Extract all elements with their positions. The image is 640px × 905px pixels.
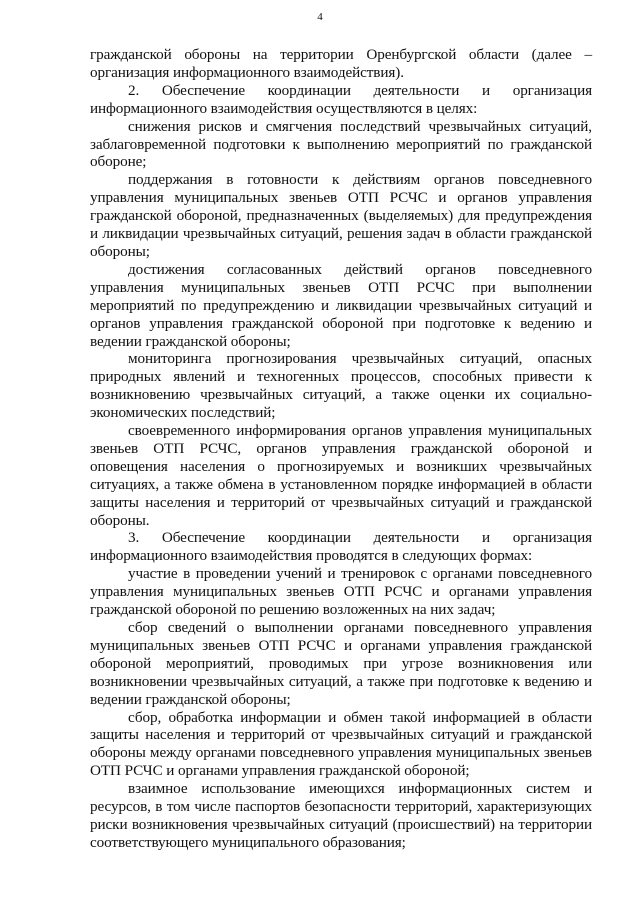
paragraph-item-2: 2. Обеспечение координации деятельности и организация информационного взаимодействия осуществляются в целях: [90,81,592,117]
paragraph-form-information-exchange: сбор, обработка информации и обмен такой информацией в области защиты населения и территорий от чрезвычайных ситуаций и гражданской обороны между органами повседневного управления муниципальных звеньев ОТП РСЧС и органами управления гражданской обороной; [90,708,592,780]
paragraph-form-data-collection: сбор сведений о выполнении органами повседневного управления муниципальных звеньев ОТП РСЧС и органами управления гражданской обороной мероприятий, проводимых при угрозе возникновения или возникновении чрезвычайных ситуаций, а также при подготовке к ведению и ведении гражданской обороны; [90,619,592,708]
paragraph-continuation: гражданской обороны на территории Оренбургской области (далее – организация информационного взаимодействия). [90,46,592,81]
paragraph-form-information-systems: взаимное использование имеющихся информационных систем и ресурсов, в том числе паспортов безопасности территорий, характеризующих риски возникновения чрезвычайных ситуаций (происшествий) на территории соответствующего муниципального образования; [90,780,592,851]
page-number: 4 [317,11,323,23]
paragraph-goal-risk-reduction: снижения рисков и смягчения последствий чрезвычайных ситуаций, заблаговременной подготовки к выполнению мероприятий по гражданской обороне; [90,117,592,171]
paragraph-goal-informing: своевременного информирования органов управления муниципальных звеньев ОТП РСЧС, органов управления гражданской обороной и оповещения населения о прогнозируемых и возникших чрезвычайных ситуациях, а также обмена в установленном порядке информацией в области защиты населения и территорий от чрезвычайных ситуаций и гражданской обороны. [90,422,592,529]
paragraph-goal-coordinated-actions: достижения согласованных действий органов повседневного управления муниципальных звеньев ОТП РСЧС при выполнении мероприятий по предупреждению и ликвидации чрезвычайных ситуаций и органов управления гражданской обороной при подготовке к ведению и ведении гражданской обороны; [90,260,592,350]
paragraph-form-exercises: участие в проведении учений и тренировок с органами повседневного управления муниципальных звеньев ОТП РСЧС и органами управления гражданской обороной по решению возложенных на них задач; [90,565,592,619]
paragraph-item-3: 3. Обеспечение координации деятельности и организация информационного взаимодействия проводятся в следующих формах: [90,529,592,565]
paragraph-goal-readiness: поддержания в готовности к действиям органов повседневного управления муниципальных звеньев ОТП РСЧС и органов управления гражданской обороной, предназначенных (выделяемых) для предупреждения и ликвидации чрезвычайных ситуаций, решения задач в области гражданской обороны; [90,171,592,260]
document-body [90,46,592,852]
paragraph-goal-monitoring: мониторинга прогнозирования чрезвычайных ситуаций, опасных природных явлений и техногенных процессов, способных привести к возникновению чрезвычайных ситуаций, а также оценки их социально-экономических последствий; [90,350,592,422]
